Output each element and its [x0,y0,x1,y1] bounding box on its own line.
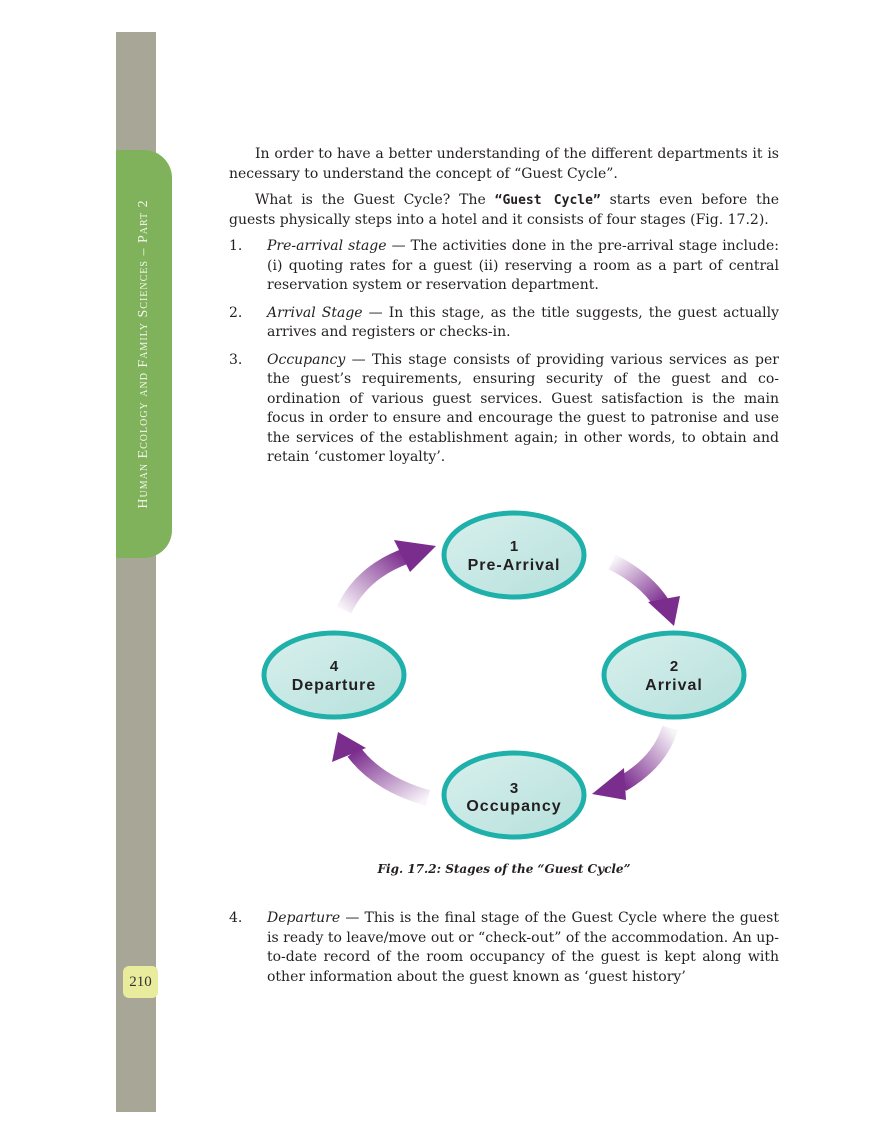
figure-caption: Fig. 17.2: Stages of the “Guest Cycle” [377,862,631,876]
intro-p2-after: starts even before the guests physically steps into a hotel and it consists of four stages (Fig. 17.2). [229,192,780,228]
stage-node-occupancy [444,753,584,837]
main-content [229,145,779,476]
stage-item [229,237,779,296]
node-label: Occupancy [466,798,562,815]
stage-node-departure [264,633,404,717]
stage-item [229,909,779,987]
guest-cycle-term: “Guest Cycle” [494,193,601,208]
stage-item [229,304,779,343]
stage-term: Arrival Stage [267,304,363,321]
node-number: 1 [509,538,519,555]
node-number: 2 [669,658,679,675]
intro-paragraph-2 [229,191,779,230]
stage-term: Pre-arrival stage [267,238,387,254]
stage-item-body [229,909,779,987]
running-title: Human Ecology and Family Sciences – Part 2 [136,199,151,509]
stage-node-pre-arrival [444,513,584,597]
intro-p2-before: What is the Guest Cycle? The [255,192,495,208]
stage-term: Occupancy [267,351,346,368]
arrow-preArrival-to-arrival [612,562,680,626]
arrow-occupancy-to-departure [332,732,428,798]
stage-text: — This is the final stage of the Guest Cycle where the guest is ready to leave/move out or “check-out” of the accommodation. An up-to-date record of the room occupancy of the guest is kept along with other information about the guest known as ‘guest history’ [267,910,779,985]
arrow-departure-to-preArrival [344,540,436,610]
stage-term: Departure [267,910,341,926]
stage-number: 2. [229,304,243,321]
node-label: Arrival [645,677,703,694]
stage-item [229,351,779,468]
arrow-arrival-to-occupancy [592,728,670,800]
node-label: Departure [291,677,377,694]
guest-cycle-diagram [250,500,770,850]
stage-text: — In this stage, as the title suggests, the guest actually arrives and registers or checks-in. [267,304,779,340]
page-number: 210 [123,966,158,998]
stage-number: 3. [229,351,243,368]
node-number: 4 [329,658,339,675]
stage-number: 1. [229,238,243,254]
stage-text: — The activities done in the pre-arrival stage include: (i) quoting rates for a guest (ii) reserving a room as a part of central reservation system or reservation department. [267,238,779,293]
node-label: Pre-Arrival [467,557,561,574]
stage-text: — This stage consists of providing various services as per the guest’s requirements, ensuring security of the guest and co-ordination of various guest services. Guest satisfaction is the main focus in order to ensure and encourage the guest to patronise and use the services of the establishment again; in other words, to obtain and retain ‘customer loyalty’. [267,351,779,465]
stage-number: 4. [229,910,243,926]
node-number: 3 [509,780,519,797]
intro-paragraph-1: In order to have a better understanding of the different departments it is necessary to understand the concept of “Guest Cycle”. [229,146,779,182]
stage-node-arrival [604,633,744,717]
